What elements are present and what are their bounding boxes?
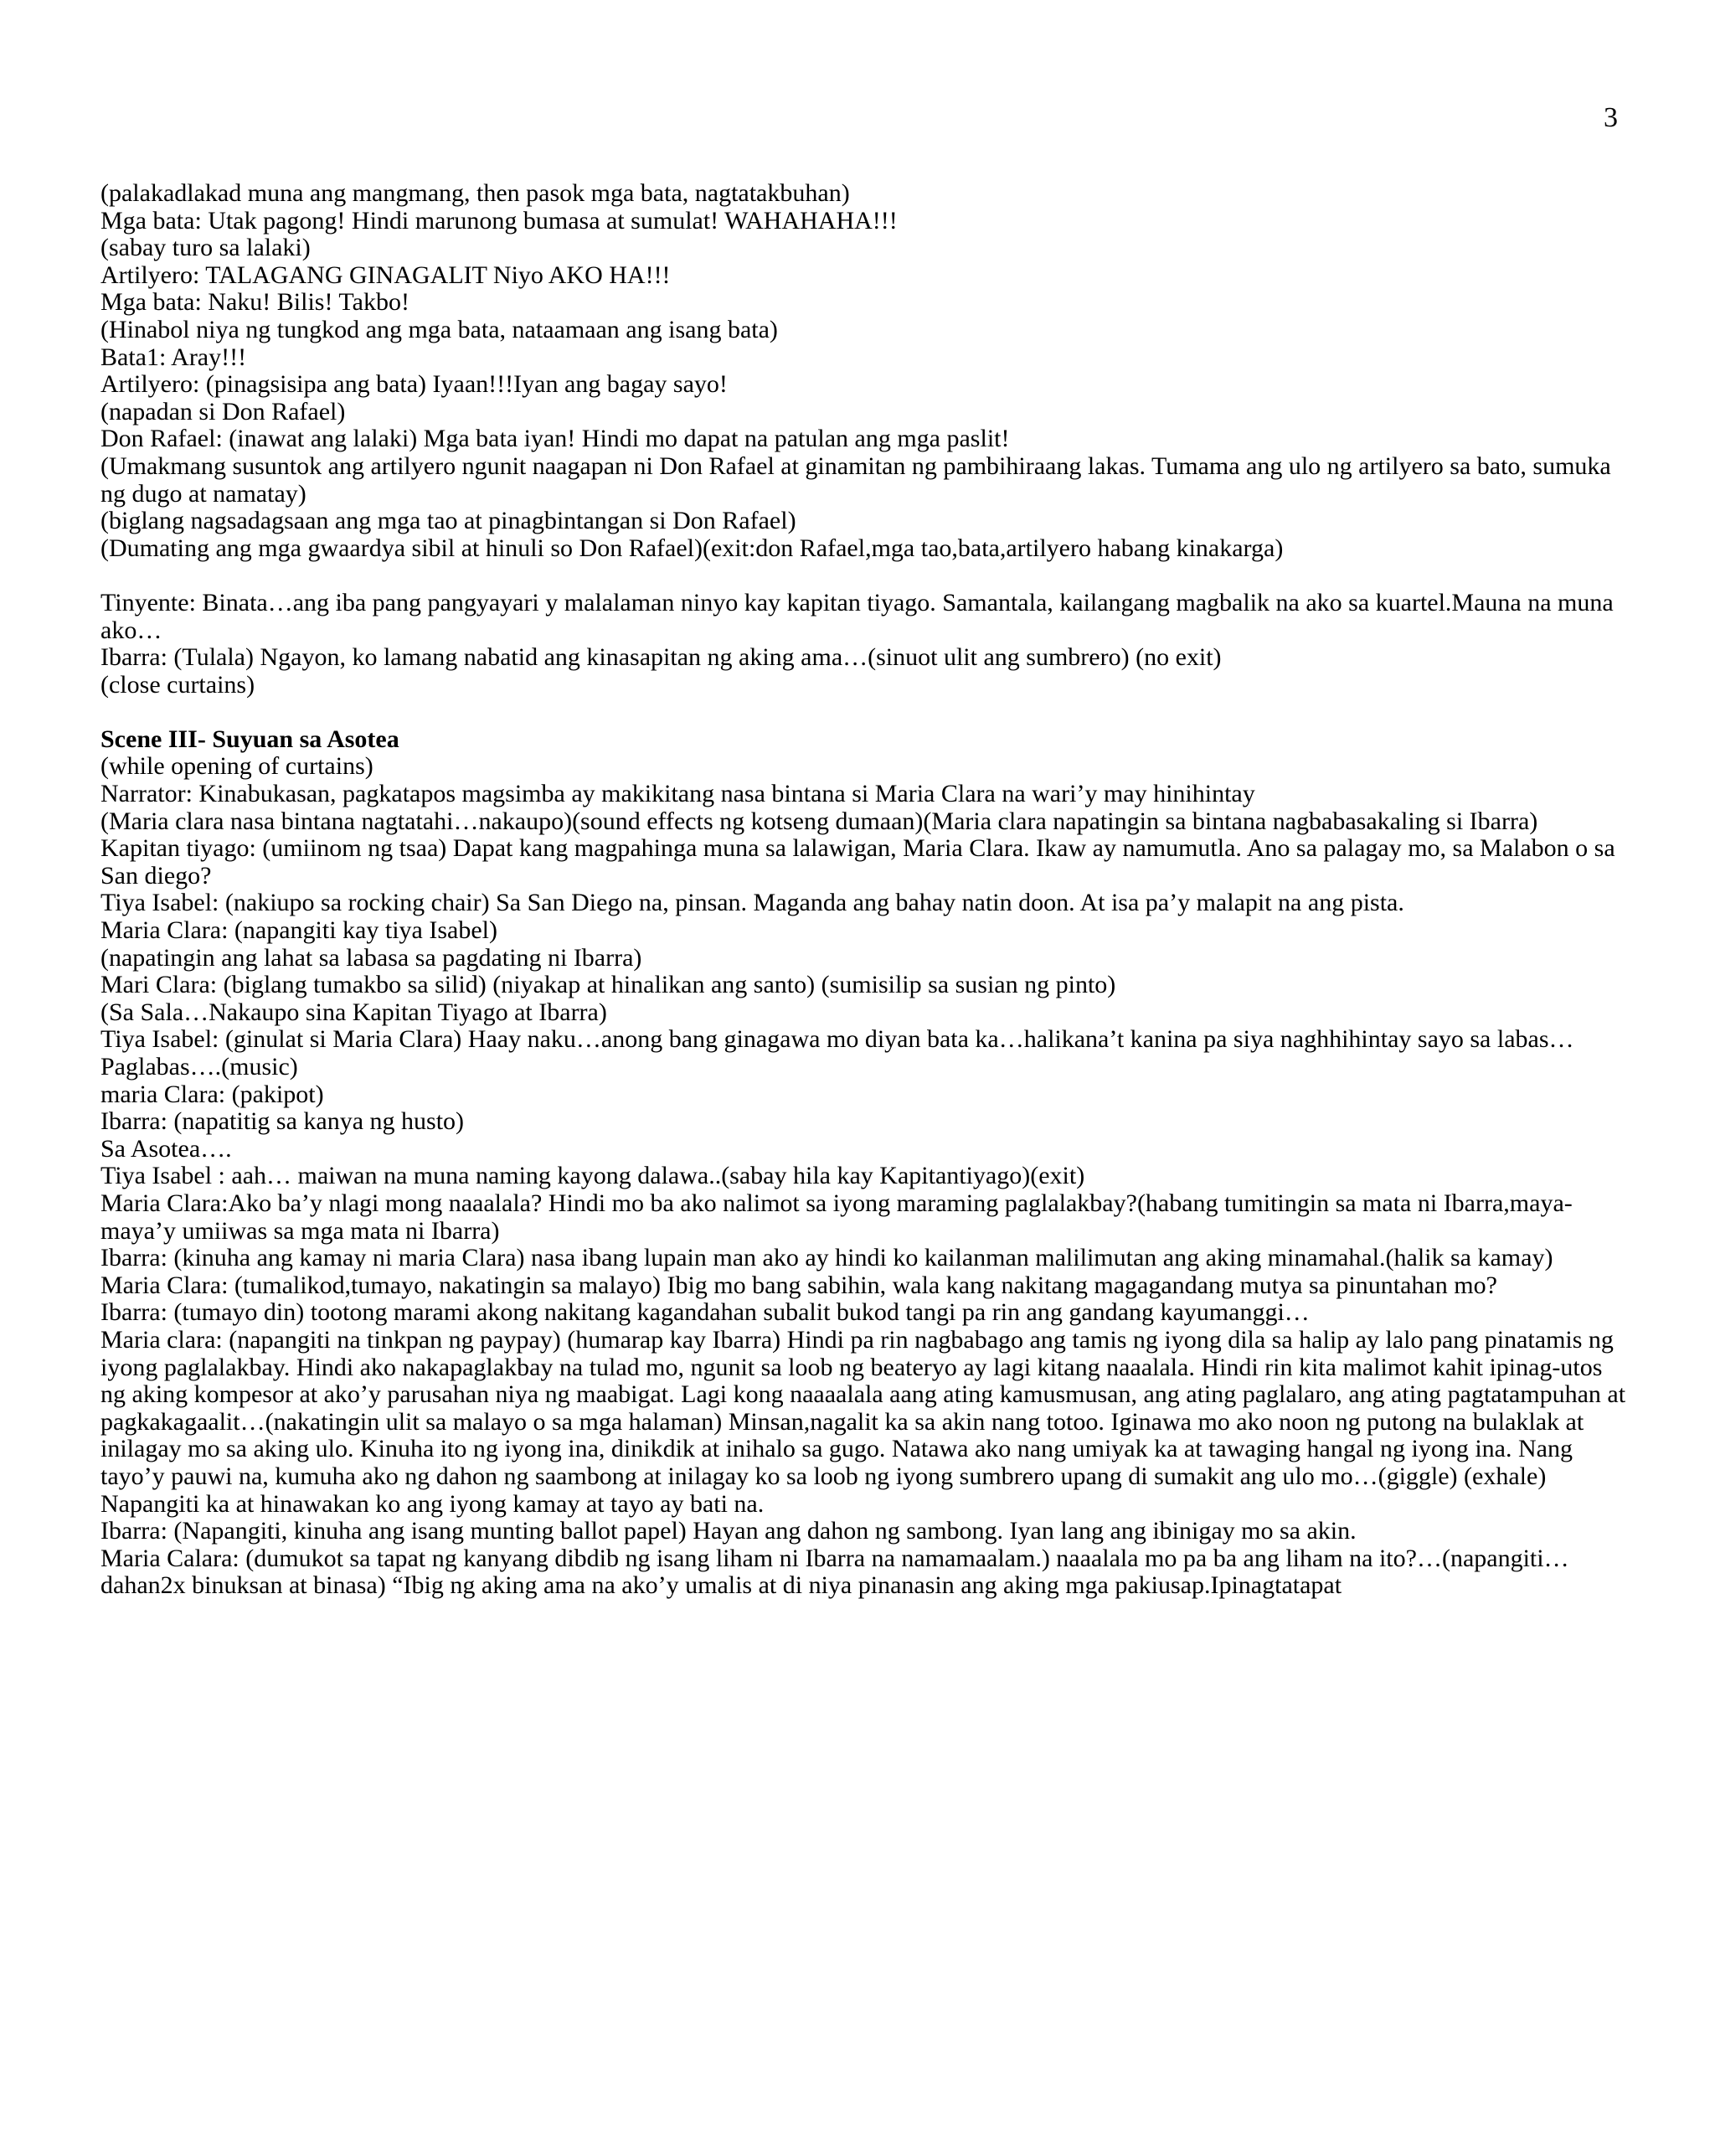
scene-title: Scene III- Suyuan sa Asotea (100, 725, 399, 753)
script-line: Maria Clara:Ako ba’y nlagi mong naaalala? Hindi mo ba ako nalimot sa iyong maraming paglalakbay?(habang tumitingin sa mata ni Ibarra,maya-maya’y umiiwas sa mga mata ni Ibarra) (100, 1189, 1573, 1245)
script-line: Tinyente: Binata…ang iba pang pangyayari y malalaman ninyo kay kapitan tiyago. Samantala, kailangang magbalik na ako sa kuartel.Mauna na muna ako… (100, 588, 1614, 644)
script-line: Tiya Isabel: (ginulat si Maria Clara) Haay naku…anong bang ginagawa mo diyan bata ka…halikana’t kanina pa siya naghhihintay sayo sa labas… (100, 1025, 1574, 1054)
script-line: (napadan si Don Rafael) (100, 397, 346, 426)
script-line: Artilyero: (pinagsisipa ang bata) Iyaan!!!Iyan ang bagay sayo! (100, 370, 728, 399)
script-line: Narrator: Kinabukasan, pagkatapos magsimba ay makikitang nasa bintana si Maria Clara na wari’y may hinihintay (100, 780, 1255, 808)
script-line: (Hinabol niya ng tungkod ang mga bata, nataamaan ang isang bata) (100, 315, 778, 343)
script-line: Ibarra: (napatitig sa kanya ng husto) (100, 1107, 465, 1136)
script-line: Maria Clara: (tumalikod,tumayo, nakatingin sa malayo) Ibig mo bang sabihin, wala kang nakitang magagandang mutya sa pinuntahan mo? (100, 1271, 1497, 1299)
script-line: (sabay turo sa lalaki) (100, 234, 311, 262)
script-line: Ibarra: (Napangiti, kinuha ang isang munting ballot papel) Hayan ang dahon ng sambong. Iyan lang ang ibinigay mo sa akin. (100, 1517, 1357, 1545)
script-line: (palakadlakad muna ang mangmang, then pasok mga bata, nagtatakbuhan) (100, 179, 850, 207)
script-line: maria Clara: (pakipot) (100, 1080, 324, 1108)
script-line: Ibarra: (Tulala) Ngayon, ko lamang nabatid ang kinasapitan ng aking ama…(sinuot ulit ang sumbrero) (no exit) (100, 643, 1222, 672)
script-line: (napatingin ang lahat sa labasa sa pagdating ni Ibarra) (100, 943, 642, 972)
script-line: Kapitan tiyago: (umiinom ng tsaa) Dapat kang magpahinga muna sa lalawigan, Maria Clara. Ikaw ay namumutla. Ano sa palagay mo, sa Malabon o sa San diego? (100, 834, 1615, 890)
script-line: (close curtains) (100, 670, 255, 699)
script-line: Bata1: Aray!!! (100, 343, 247, 371)
script-line: Artilyero: TALAGANG GINAGALIT Niyo AKO HA!!! (100, 260, 671, 289)
script-line: (Umakmang susuntok ang artilyero ngunit naagapan ni Don Rafael at ginamitan ng pambihiraang lakas. Tumama ang ulo ng artilyero sa bato, sumuka ng dugo at namatay) (100, 451, 1611, 508)
script-line: Mari Clara: (biglang tumakbo sa silid) (niyakap at hinalikan ang santo) (sumisilip sa susian ng pinto) (100, 971, 1116, 999)
script-line: Mga bata: Naku! Bilis! Takbo! (100, 288, 409, 317)
script-line: (Dumating ang mga gwaardya sibil at hinuli so Don Rafael)(exit:don Rafael,mga tao,bata,artilyero habang kinakarga) (100, 534, 1284, 562)
script-line: (while opening of curtains) (100, 752, 373, 781)
script-line: Mga bata: Utak pagong! Hindi marunong bumasa at sumulat! WAHAHAHA!!! (100, 206, 898, 235)
script-line: Ibarra: (kinuha ang kamay ni maria Clara) nasa ibang lupain man ako ay hindi ko kailanman malilimutan ang aking minamahal.(halik sa kamay) (100, 1244, 1553, 1272)
script-line: Tiya Isabel: (nakiupo sa rocking chair) Sa San Diego na, pinsan. Maganda ang bahay natin doon. At isa pa’y malapit na ang pista. (100, 889, 1404, 917)
script-line: Sa Asotea…. (100, 1134, 232, 1163)
blank-line (100, 562, 1633, 590)
script-body (100, 180, 1633, 1600)
blank-line (100, 699, 1633, 726)
script-line: Maria Clara: (napangiti kay tiya Isabel) (100, 916, 497, 945)
script-line: (Maria clara nasa bintana nagtatahi…nakaupo)(sound effects ng kotseng dumaan)(Maria clara napatingin sa bintana nagbabasakaling si Ibarra) (100, 807, 1538, 835)
script-line: Ibarra: (tumayo din) tootong marami akong nakitang kagandahan subalit bukod tangi pa rin ang gandang kayumanggi… (100, 1298, 1310, 1327)
script-line: Maria clara: (napangiti na tinkpan ng paypay) (humarap kay Ibarra) Hindi pa rin nagbabago ang tamis ng iyong dila sa halip ay lalo pang pinatamis ng iyong paglalakbay. Hindi ako nakapaglakbay na tulad mo, ngunit sa loob ng beateryo ay lagi kitang naaalala. Hindi rin kita malimot kahit ipinag-utos ng aking kompesor at ako’y parusahan niya ng maabigat. Lagi kong naaaalala aang ating kamusmusan, ang ating paglalaro, ang ating pagtatampuhan at pagkakagaalit…(nakatingin ulit sa malayo o sa mga halaman) Minsan,nagalit ka sa akin nang totoo. Iginawa mo ako noon ng putong na bulaklak at inilagay mo sa aking ulo. Kinuha ito ng iyong ina, dinikdik at inihalo sa gugo. Natawa ako nang umiyak ka at tawaging hangal ng iyong ina. Nang tayo’y pauwi na, kumuha ako ng dahon ng saambong at inilagay ko sa loob ng iyong sumbrero upang di sumakit ang ulo mo…(giggle) (exhale) Napangiti ka at hinawakan ko ang iyong kamay at tayo ay bati na. (100, 1325, 1626, 1518)
script-line: Don Rafael: (inawat ang lalaki) Mga bata iyan! Hindi mo dapat na patulan ang mga paslit! (100, 425, 1010, 453)
page-number: 3 (1604, 102, 1618, 133)
script-line: (biglang nagsadagsaan ang mga tao at pinagbintangan si Don Rafael) (100, 507, 796, 535)
script-line: Paglabas….(music) (100, 1053, 298, 1081)
script-line: (Sa Sala…Nakaupo sina Kapitan Tiyago at Ibarra) (100, 998, 607, 1026)
script-line: Tiya Isabel : aah… maiwan na muna naming kayong dalawa..(sabay hila kay Kapitantiyago)(exit) (100, 1162, 1085, 1190)
script-line: Maria Calara: (dumukot sa tapat ng kanyang dibdib ng isang liham ni Ibarra na namamaalam.) naaalala mo pa ba ang liham na ito?…(napangiti…dahan2x binuksan at binasa) “Ibig ng aking ama na ako’y umalis at di niya pinanasin ang aking mga pakiusap.Ipinagtatapat (100, 1544, 1569, 1600)
